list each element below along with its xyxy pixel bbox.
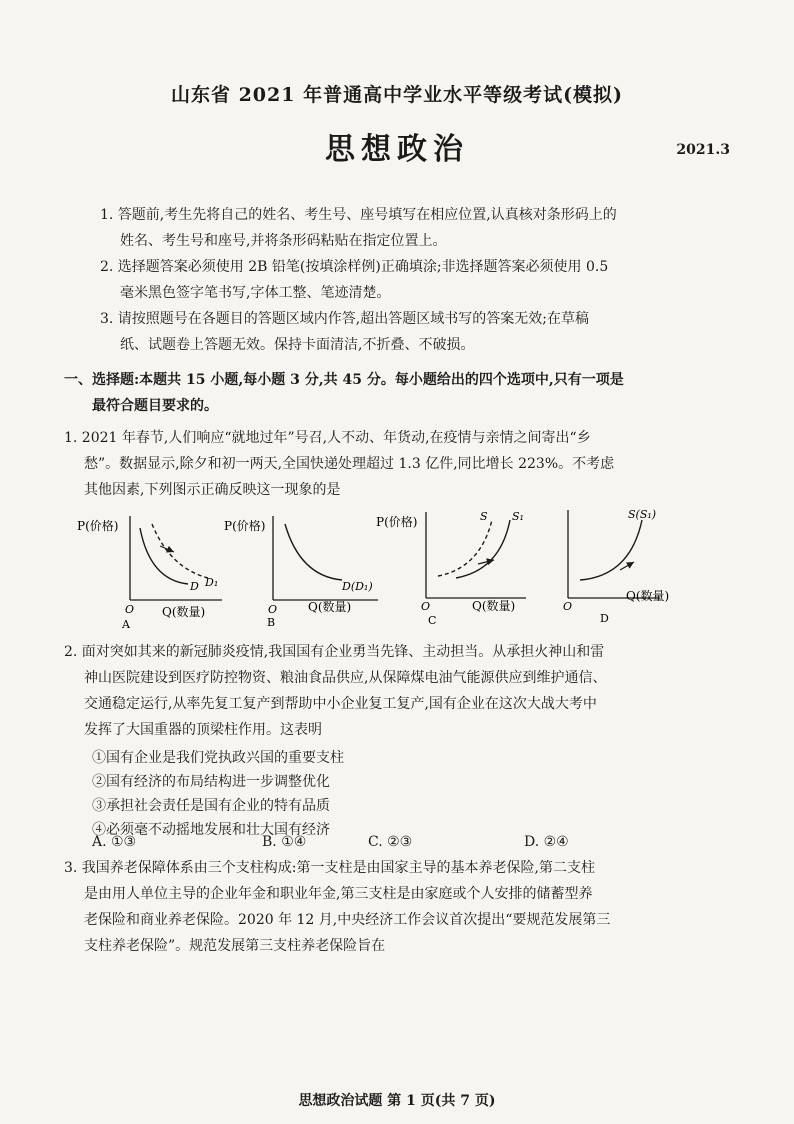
question-2-text: 神山医院建设到医疗防控物资、粮油食品供应,从保障煤电油气能源供应到维护通信、 xyxy=(84,670,607,686)
svg-text:O: O xyxy=(563,600,573,613)
x-axis-label: Q(数量) xyxy=(626,589,670,603)
supply-curve-s1 xyxy=(456,520,510,578)
supply-curve xyxy=(580,520,642,580)
question-3-text: 支柱养老保险”。规范发展第三支柱养老保险旨在 xyxy=(84,938,386,954)
q2-option: ④必须毫不动摇地发展和壮大国有经济 xyxy=(92,822,330,838)
q2-choice-c: C. ②③ xyxy=(368,834,413,850)
question-3-text: 是由用人单位主导的企业年金和职业年金,第三支柱是由家庭或个人安排的储蓄型养 xyxy=(84,886,593,902)
q2-choice-a: A. ①③ xyxy=(92,834,137,850)
exam-title: 山东省 2021 年普通高中学业水平等级考试(模拟) xyxy=(170,84,624,106)
svg-text:O: O xyxy=(268,603,278,616)
y-axis-label: P(价格) xyxy=(77,519,119,533)
page-footer: 思想政治试题 第 1 页(共 7 页) xyxy=(298,1093,496,1109)
question-1-text: 其他因素,下列图示正确反映这一现象的是 xyxy=(84,482,341,498)
demand-curve xyxy=(285,524,342,580)
q2-option: ①国有企业是我们党执政兴国的重要支柱 xyxy=(92,750,344,766)
q2-option: ③承担社会责任是国有企业的特有品质 xyxy=(92,798,330,814)
curve-label: D(D₁) xyxy=(342,580,373,593)
q2-choice-b: B. ①④ xyxy=(262,834,307,850)
q1-graphs xyxy=(60,498,740,628)
y-axis-label: P(价格) xyxy=(224,519,266,533)
question-3-text: 3. 我国养老保障体系由三个支柱构成:第一支柱是由国家主导的基本养老保险,第二支柱 xyxy=(64,860,595,876)
question-1-text: 愁”。数据显示,除夕和初一两天,全国快递处理超过 1.3 亿件,同比增长 223%。不考虑 xyxy=(84,456,615,472)
exam-date: 2021.3 xyxy=(676,142,730,158)
curve-label: S₁ xyxy=(512,510,524,523)
instruction-line: 1. 答题前,考生先将自己的姓名、考生号、座号填写在相应位置,认真核对条形码上的 xyxy=(100,207,617,223)
graph-d xyxy=(563,508,669,625)
instruction-line: 毫米黑色签字笔书写,字体工整、笔迹清楚。 xyxy=(120,285,391,301)
supply-curve-s xyxy=(438,520,492,576)
x-axis-label: Q(数量) xyxy=(308,600,352,614)
x-axis-label: Q(数量) xyxy=(472,599,516,613)
demand-curve-d xyxy=(140,528,188,584)
svg-text:O: O xyxy=(421,600,431,613)
question-2-text: 2. 面对突如其来的新冠肺炎疫情,我国国有企业勇当先锋、主动担当。从承担火神山和雷 xyxy=(64,644,605,660)
graph-letter: B xyxy=(267,616,276,628)
q2-option: ②国有经济的布局结构进一步调整优化 xyxy=(92,774,330,790)
section-heading-cont: 最符合题目要求的。 xyxy=(92,398,218,414)
curve-label: D xyxy=(190,580,199,593)
origin-label: O xyxy=(125,603,135,616)
subject-title: 思想政治 xyxy=(325,132,469,167)
curve-label: S xyxy=(480,510,488,523)
x-axis-label: Q(数量) xyxy=(162,605,206,619)
instruction-line: 姓名、考生号和座号,并将条形码粘贴在指定位置上。 xyxy=(120,233,447,249)
instruction-line: 纸、试题卷上答题无效。保持卡面清洁,不折叠、不破损。 xyxy=(120,337,475,353)
graph-b xyxy=(224,516,378,628)
curve-label: D₁ xyxy=(205,576,219,589)
question-2-text: 交通稳定运行,从率先复工复产到帮助中小企业复工复产,国有企业在这次大战大考中 xyxy=(84,696,597,712)
question-1-text: 1. 2021 年春节,人们响应“就地过年”号召,人不动、年货动,在疫情与亲情之间寄出“乡 xyxy=(64,430,591,446)
question-2-text: 发挥了大国重器的顶梁柱作用。这表明 xyxy=(84,722,322,738)
graph-c xyxy=(376,510,526,627)
question-3-text: 老保险和商业养老保险。2020 年 12 月,中央经济工作会议首次提出“要规范发展第三 xyxy=(84,912,611,928)
graph-letter: C xyxy=(428,614,437,627)
shift-arrow xyxy=(478,560,494,564)
shift-arrow xyxy=(620,562,634,570)
q2-choice-d: D. ②④ xyxy=(524,834,569,850)
y-axis-label: P(价格) xyxy=(376,515,418,529)
instruction-line: 2. 选择题答案必须使用 2B 铅笔(按填涂样例)正确填涂;非选择题答案必须使用 0.5 xyxy=(100,259,609,275)
graph-a xyxy=(77,516,222,628)
graph-letter: A xyxy=(122,618,130,628)
graph-letter: D xyxy=(600,612,609,625)
section-heading: 一、选择题:本题共 15 小题,每小题 3 分,共 45 分。每小题给出的四个选项中,只有一项是 xyxy=(64,372,624,388)
instruction-line: 3. 请按照题号在各题目的答题区域内作答,超出答题区域书写的答案无效;在草稿 xyxy=(100,311,589,327)
demand-curve-d1 xyxy=(152,524,208,578)
curve-label: S(S₁) xyxy=(628,508,657,521)
